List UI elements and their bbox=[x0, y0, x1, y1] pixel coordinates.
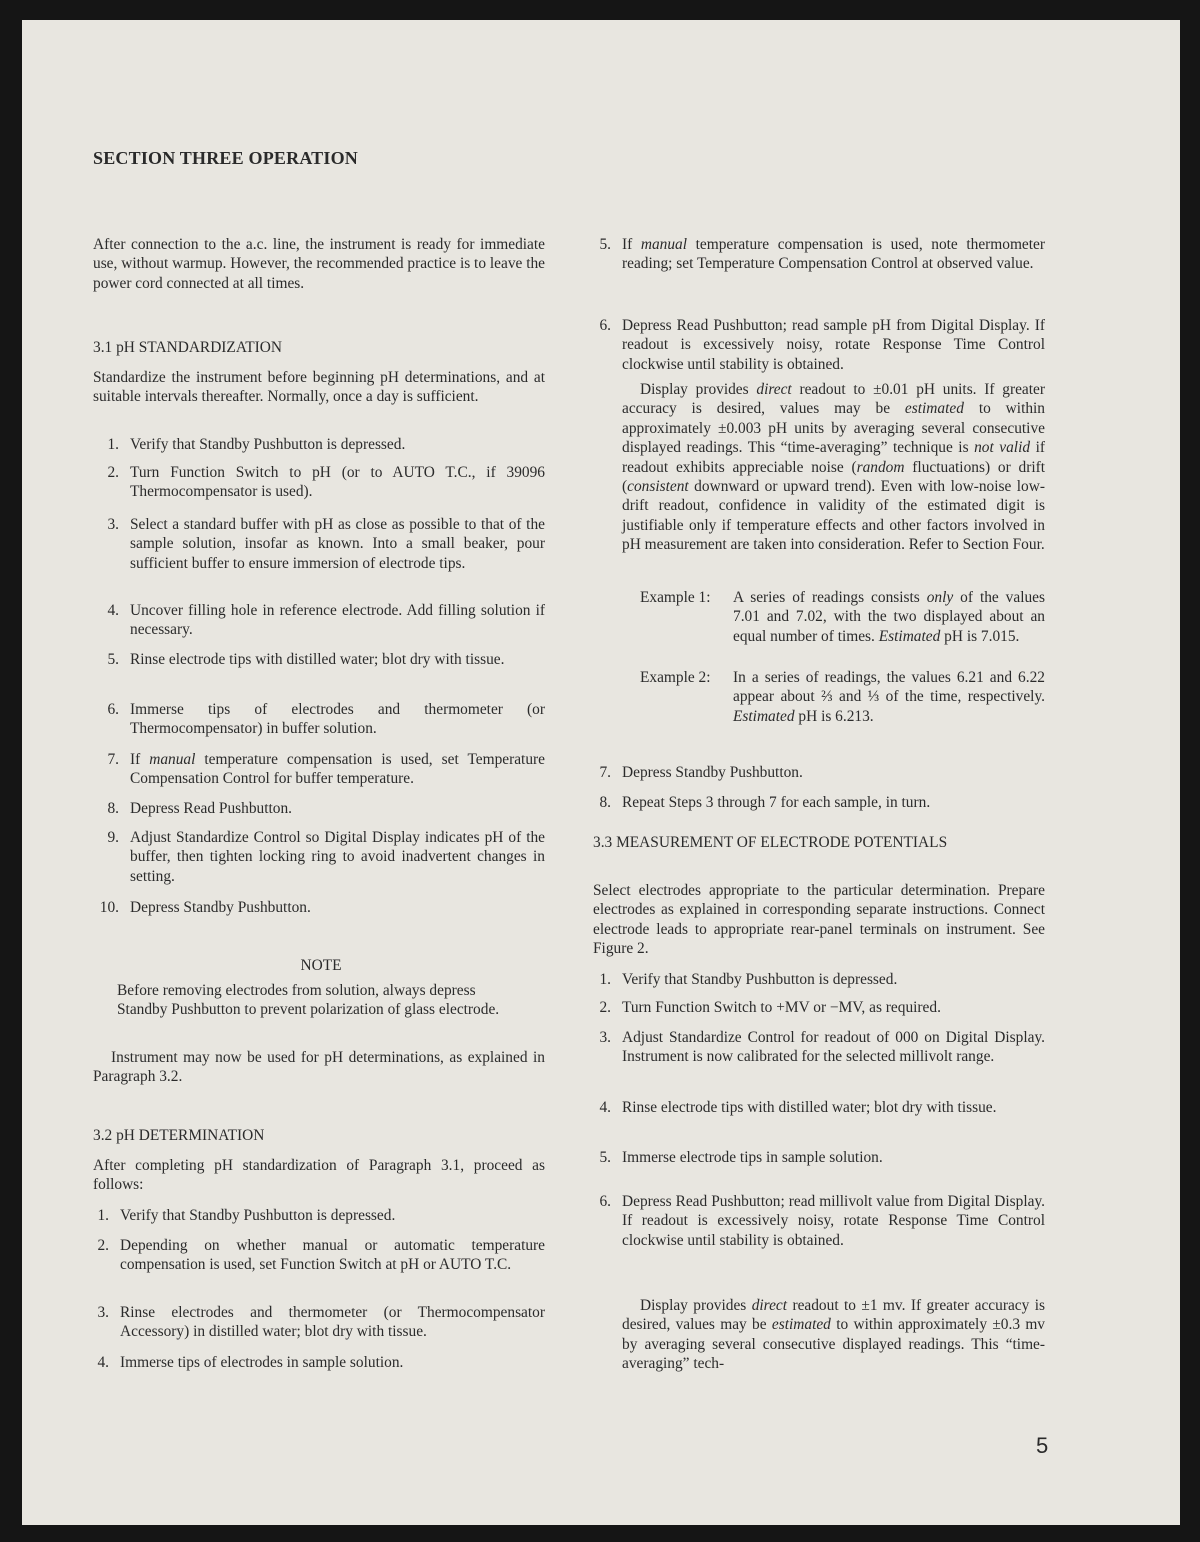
text-run: Instrument may now be used for pH determinations, as explained in Paragraph 3.2. bbox=[93, 1049, 545, 1086]
text-run: Depress Read Pushbutton; read sample pH from Digital Display. If readout is excessively noisy, rotate Response Time Control clockwise until stability is obtained. bbox=[622, 317, 1045, 373]
list-number: 4. bbox=[599, 1099, 611, 1116]
list-item bbox=[593, 970, 1045, 989]
text-run: Uncover filling hole in reference electrode. Add filling solution if necessary. bbox=[130, 602, 545, 639]
list-number: 5. bbox=[107, 651, 119, 668]
paragraph-text bbox=[622, 380, 1045, 555]
paragraph-text bbox=[93, 1156, 545, 1195]
text-run: Before removing electrodes from solution, always depress Standby Pushbutton to prevent polarization of glass electrode. bbox=[117, 982, 500, 1019]
italic-text: direct bbox=[756, 381, 792, 398]
paragraph bbox=[622, 1296, 1045, 1374]
heading-text bbox=[93, 1126, 545, 1145]
text-run: Repeat Steps 3 through 7 for each sample, in turn. bbox=[622, 794, 931, 811]
paragraph-text bbox=[93, 235, 545, 293]
text-run: readout to ±0.01 pH units. If greater accuracy is desired, values may be bbox=[622, 381, 1045, 418]
text-run: In a series of readings, the values 6.21 and 6.22 appear about ⅔ and ⅓ of the time, respectively. bbox=[733, 669, 1045, 706]
example bbox=[593, 668, 1045, 726]
list-item-text bbox=[622, 793, 1045, 812]
list-item bbox=[593, 316, 1045, 374]
list-number: 7. bbox=[599, 764, 611, 781]
list-item-text bbox=[130, 463, 545, 502]
list-item-text bbox=[130, 750, 545, 789]
text-run: readout to ±1 mv. If greater accuracy is desired, values may be bbox=[622, 1297, 1045, 1334]
heading-text bbox=[593, 833, 973, 852]
list-number: 3. bbox=[107, 516, 119, 533]
list-number: 6. bbox=[599, 317, 611, 334]
list-item-text bbox=[120, 1236, 545, 1275]
list-number: 8. bbox=[599, 794, 611, 811]
list-item bbox=[93, 1206, 545, 1225]
list-item-text bbox=[733, 668, 1045, 726]
text-run: Verify that Standby Pushbutton is depressed. bbox=[130, 436, 406, 453]
note-text bbox=[117, 981, 525, 1020]
text-run: Turn Function Switch to +MV or −MV, as required. bbox=[622, 999, 941, 1016]
list-item bbox=[93, 463, 545, 502]
subsection-heading bbox=[593, 833, 973, 852]
subsection-heading bbox=[93, 1126, 545, 1145]
paragraph bbox=[93, 1048, 545, 1087]
list-item bbox=[593, 793, 1045, 812]
list-number: 2. bbox=[599, 999, 611, 1016]
text-run: to within approximately ±0.003 pH units by averaging several consecutive displayed readings. This “time-averaging” technique is bbox=[622, 400, 1046, 457]
text-run: Adjust Standardize Control for readout of 000 on Digital Display. Instrument is now calibrated for the selected millivolt range. bbox=[622, 1029, 1045, 1066]
text-run: Verify that Standby Pushbutton is depressed. bbox=[120, 1207, 396, 1224]
list-number: 6. bbox=[599, 1193, 611, 1210]
italic-text: estimated bbox=[771, 1316, 831, 1334]
list-item-text bbox=[120, 1206, 545, 1225]
list-number: 5. bbox=[599, 1149, 611, 1166]
text-run: Depress Standby Pushbutton. bbox=[130, 899, 311, 916]
list-item-text bbox=[130, 601, 545, 640]
list-number: 4. bbox=[107, 602, 119, 619]
text-run: If bbox=[130, 751, 150, 768]
list-item-text bbox=[622, 235, 1045, 274]
text-run: Rinse electrodes and thermometer (or Thermocompensator Accessory) in distilled water; blot dry with tissue. bbox=[120, 1304, 545, 1341]
list-item bbox=[593, 763, 1045, 782]
subsection-heading bbox=[93, 338, 545, 357]
italic-text: manual bbox=[149, 751, 196, 768]
note-heading-text bbox=[117, 956, 525, 975]
list-number: 5. bbox=[599, 236, 611, 253]
italic-text: estimated bbox=[904, 400, 964, 418]
text-run: Depress Standby Pushbutton. bbox=[622, 764, 803, 781]
list-item bbox=[93, 1236, 545, 1275]
text-run: pH is 6.213. bbox=[794, 707, 874, 725]
list-item bbox=[93, 750, 545, 789]
list-item bbox=[593, 1192, 1045, 1250]
example-label: Example 1: bbox=[640, 589, 711, 606]
paragraph bbox=[93, 1156, 545, 1195]
list-item-text bbox=[622, 1192, 1045, 1250]
list-item bbox=[93, 700, 545, 739]
text-run: If bbox=[622, 236, 641, 253]
paragraph bbox=[93, 368, 545, 407]
list-item bbox=[93, 1303, 545, 1342]
text-run: Immerse tips of electrodes in sample solution. bbox=[120, 1354, 404, 1371]
list-item-text bbox=[130, 828, 545, 886]
text-run: After completing pH standardization of Paragraph 3.1, proceed as follows: bbox=[93, 1157, 545, 1194]
text-run: Select a standard buffer with pH as close as possible to that of the sample solution, insofar as known. Into a small beaker, pour sufficient buffer to ensure immersion of electrode tips. bbox=[130, 516, 545, 572]
list-item-text bbox=[130, 799, 545, 818]
italic-text: Estimated bbox=[733, 707, 795, 725]
list-number: 1. bbox=[599, 971, 611, 988]
list-number: 3. bbox=[599, 1029, 611, 1046]
list-item-text bbox=[130, 898, 545, 917]
paragraph-text bbox=[622, 1296, 1045, 1374]
text-run: downward or upward trend). Even with low-noise low-drift readout, confidence in validity of the estimated digit is justifiable only if temperature effects and other factors involved in pH measurement are taken into consideration. Refer to Section Four. bbox=[622, 478, 1045, 554]
text-run: if readout exhibits appreciable noise ( bbox=[622, 439, 1045, 476]
text-run: Immerse tips of electrodes and thermometer (or Thermocompensator) in buffer solution. bbox=[130, 701, 545, 738]
text-run: Verify that Standby Pushbutton is depressed. bbox=[622, 971, 898, 988]
text-run: 3.2 pH DETERMINATION bbox=[93, 1127, 265, 1144]
list-item bbox=[93, 515, 545, 573]
list-item-text bbox=[130, 515, 545, 573]
list-item-text bbox=[120, 1353, 545, 1372]
list-item bbox=[93, 1353, 545, 1372]
list-item bbox=[593, 1098, 1045, 1117]
italic-text: not valid bbox=[974, 439, 1031, 457]
list-item-text bbox=[622, 998, 1045, 1017]
text-run: of the values 7.01 and 7.02, with the two displayed about an equal number of times. bbox=[733, 589, 1046, 645]
text-run: Standardize the instrument before beginning pH determinations, and at suitable intervals thereafter. Normally, once a day is sufficient. bbox=[93, 369, 545, 406]
list-item-text bbox=[130, 435, 545, 454]
list-item-text bbox=[622, 970, 1045, 989]
text-run: temperature compensation is used, set Temperature Compensation Control for buffer temperature. bbox=[130, 751, 545, 788]
list-number: 1. bbox=[107, 436, 119, 453]
list-number: 6. bbox=[107, 701, 119, 718]
text-run: Depress Read Pushbutton; read millivolt value from Digital Display. If readout is excessively noisy, rotate Response Time Control clockwise until stability is obtained. bbox=[622, 1193, 1045, 1249]
text-run: Adjust Standardize Control so Digital Display indicates pH of the buffer, then tighten locking ring to avoid inadvertent changes in setting. bbox=[130, 829, 545, 885]
paragraph bbox=[593, 881, 1045, 959]
list-number: 4. bbox=[97, 1354, 109, 1371]
list-item bbox=[93, 435, 545, 454]
text-run: Rinse electrode tips with distilled water; blot dry with tissue. bbox=[130, 651, 505, 668]
list-number: 10. bbox=[99, 899, 119, 916]
list-item bbox=[593, 1148, 1045, 1167]
list-number: 8. bbox=[107, 800, 119, 817]
list-item bbox=[93, 650, 545, 669]
list-item-text bbox=[622, 1098, 1045, 1117]
text-run: to within approximately ±0.3 mv by averaging several consecutive displayed readings. This “time-averaging” tech- bbox=[622, 1316, 1045, 1373]
text-run: Rinse electrode tips with distilled water; blot dry with tissue. bbox=[622, 1099, 997, 1116]
text-run: Turn Function Switch to pH (or to AUTO T.C., if 39096 Thermocompensator is used). bbox=[130, 464, 545, 501]
text-run: A series of readings consists bbox=[733, 589, 927, 606]
list-item-text bbox=[622, 316, 1045, 374]
text-run: fluctuations) or drift ( bbox=[622, 458, 1045, 496]
list-number: 9. bbox=[107, 829, 119, 846]
text-run: NOTE bbox=[300, 957, 342, 974]
text-run: Depress Read Pushbutton. bbox=[130, 800, 293, 817]
text-run: pH is 7.015. bbox=[940, 627, 1020, 645]
note-heading bbox=[117, 956, 525, 975]
italic-text: direct bbox=[751, 1297, 788, 1314]
list-item bbox=[593, 998, 1045, 1017]
list-item-text bbox=[130, 700, 545, 739]
italic-text: consistent bbox=[627, 478, 689, 496]
section-title: SECTION THREE OPERATION bbox=[93, 148, 358, 168]
list-item-text bbox=[130, 650, 545, 669]
italic-text: Estimated bbox=[878, 627, 941, 645]
list-item-text bbox=[622, 1148, 1045, 1167]
list-number: 7. bbox=[107, 751, 119, 768]
list-number: 2. bbox=[97, 1237, 109, 1254]
list-item bbox=[593, 235, 1045, 274]
example-label: Example 2: bbox=[640, 669, 711, 686]
text-run: Depending on whether manual or automatic temperature compensation is used, set Function Switch at pH or AUTO T.C. bbox=[120, 1237, 545, 1274]
paragraph-text bbox=[93, 1048, 545, 1087]
list-item bbox=[93, 601, 545, 640]
list-item-text bbox=[622, 763, 1045, 782]
text-run: 3.1 pH STANDARDIZATION bbox=[93, 339, 282, 356]
list-item bbox=[93, 828, 545, 886]
list-number: 3. bbox=[97, 1304, 109, 1321]
list-item-text bbox=[733, 588, 1045, 646]
example bbox=[593, 588, 1045, 646]
italic-text: manual bbox=[640, 236, 688, 253]
list-item bbox=[593, 1028, 1045, 1067]
list-item bbox=[93, 799, 545, 818]
page-number: 5 bbox=[1036, 1433, 1049, 1458]
list-item-text bbox=[120, 1303, 545, 1342]
text-run: Select electrodes appropriate to the particular determination. Prepare electrodes as explained in corresponding separate instructions. Connect electrode leads to appropriate rear-panel terminals on instrument. See Figure 2. bbox=[593, 882, 1045, 958]
italic-text: only bbox=[926, 589, 954, 606]
italic-text: random bbox=[856, 458, 905, 476]
list-item-text bbox=[622, 1028, 1045, 1067]
list-number: 2. bbox=[107, 464, 119, 481]
paragraph bbox=[622, 380, 1045, 555]
paragraph-text bbox=[93, 368, 545, 407]
list-item bbox=[93, 898, 545, 917]
heading-text bbox=[93, 338, 545, 357]
text-run: Display provides bbox=[640, 381, 757, 398]
text-run: Immerse electrode tips in sample solution. bbox=[622, 1149, 883, 1166]
text-run: temperature compensation is used, note thermometer reading; set Temperature Compensation Control at observed value. bbox=[622, 236, 1045, 273]
text-run: After connection to the a.c. line, the instrument is ready for immediate use, without warmup. However, the recommended practice is to leave the power cord connected at all times. bbox=[93, 236, 545, 292]
text-run: Display provides bbox=[640, 1297, 752, 1314]
paragraph bbox=[93, 235, 545, 293]
note-body bbox=[117, 981, 525, 1020]
list-number: 1. bbox=[97, 1207, 109, 1224]
text-run: 3.3 MEASUREMENT OF ELECTRODE POTENTIALS bbox=[593, 834, 948, 851]
paragraph-text bbox=[593, 881, 1045, 959]
